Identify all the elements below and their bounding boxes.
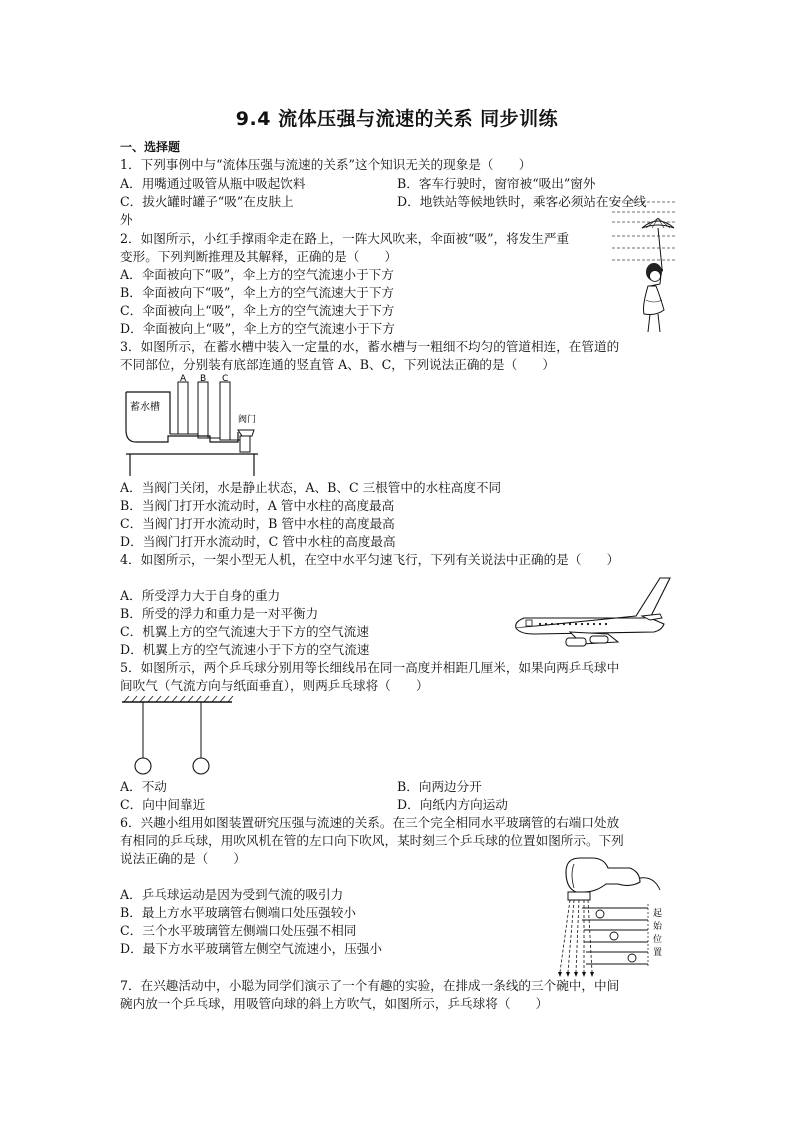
q7-stem-line1: 7．在兴趣活动中，小聪为同学们演示了一个有趣的实验，在排成一条线的三个碗中，中间	[120, 978, 620, 993]
q6-option-c: C．三个水平玻璃管左侧端口处压强不相同	[120, 923, 357, 938]
q5-stem-line1: 5．如图所示，两个乒乓球分别用等长细线吊在同一高度并相距几厘米，如果向两乒乓球中	[120, 660, 620, 675]
q6-stem-line1: 6．兴趣小组用如图装置研究压强与流速的关系。在三个完全相同水平玻璃管的右端口处放	[120, 815, 620, 830]
q6-stem-line2: 有相同的乒乓球，用吹风机在管的左口向下吹风，某时刻三个乒乓球的位置如图所示。下列	[120, 833, 624, 848]
q5-option-d: D．向纸内方向运动	[397, 797, 508, 812]
q3-stem-line2: 不同部位，分别装有底部连通的竖直管 A、B、C，下列说法正确的是（ ）	[120, 357, 555, 372]
start-label-3: 位	[653, 935, 663, 945]
umbrella-girl-figure	[612, 188, 678, 336]
q5-stem-line2: 间吹气（气流方向与纸面垂直），则两乒乓球将（ ）	[120, 678, 429, 693]
q1-stem: 1．下列事例中与“流体压强与流速的关系”这个知识无关的现象是（ ）	[120, 157, 532, 172]
tank-label: 蓄水槽	[130, 402, 160, 413]
start-label-2: 始	[653, 922, 663, 932]
tube-a-label: A	[180, 374, 187, 384]
q4-option-c: C．机翼上方的空气流速大于下方的空气流速	[120, 624, 369, 639]
q7-stem-line2: 碗内放一个乒乓球，用吸管向球的斜上方吹气，如图所示，乒乓球将（ ）	[120, 996, 549, 1011]
q3-option-a: A．当阀门关闭，水是静止状态，A、B、C 三根管中的水柱高度不同	[120, 480, 502, 495]
q5-option-b: B．向两边分开	[397, 779, 482, 794]
airplane-figure	[510, 574, 672, 650]
q4-option-b: B．所受的浮力和重力是一对平衡力	[120, 606, 319, 621]
start-label-1: 起	[653, 909, 663, 919]
q6-option-d: D．最下方水平玻璃管左侧空气流速小，压强小	[120, 941, 382, 956]
page-title: 9.4 流体压强与流速的关系 同步训练	[235, 108, 559, 130]
ping-pong-balls-figure	[120, 694, 236, 778]
q3-option-c: C．当阀门打开水流动时，B 管中水柱的高度最高	[120, 516, 395, 531]
q3-option-d: D．当阀门打开水流动时，C 管中水柱的高度最高	[120, 534, 396, 549]
q6-option-b: B．最上方水平玻璃管右侧端口处压强较小	[120, 905, 356, 920]
q1-option-d-cont: 外	[120, 212, 133, 227]
q2-stem-line1: 2．如图所示，小红手撑雨伞走在路上，一阵大风吹来，伞面被“吸”，将发生严重	[120, 231, 570, 246]
q2-option-a: A．伞面被向下“吸”，伞上方的空气流速小于下方	[120, 267, 394, 282]
q2-option-c: C．伞面被向上“吸”，伞上方的空气流速大于下方	[120, 303, 395, 318]
q6-stem-line3: 说法正确的是（ ）	[120, 851, 246, 866]
q4-option-d: D．机翼上方的空气流速小于下方的空气流速	[120, 642, 370, 657]
q1-option-a: A．用嘴通过吸管从瓶中吸起饮料	[120, 176, 306, 191]
q4-option-a: A．所受浮力大于自身的重力	[120, 588, 281, 603]
q3-option-b: B．当阀门打开水流动时，A 管中水柱的高度最高	[120, 498, 395, 513]
q1-option-b: B．客车行驶时，窗帘被“吸出”窗外	[397, 176, 596, 191]
hair-dryer-figure	[544, 854, 670, 978]
tube-c-label: C	[222, 374, 229, 384]
valve-label: 阀门	[238, 415, 257, 425]
q2-option-d: D．伞面被向上“吸”，伞上方的空气流速小于下方	[120, 321, 395, 336]
q6-option-a: A．乒乓球运动是因为受到气流的吸引力	[120, 887, 344, 902]
q4-stem: 4．如图所示，一架小型无人机，在空中水平匀速飞行，下列有关说法中正确的是（ ）	[120, 552, 620, 567]
q1-option-d: D．地铁站等候地铁时，乘客必须站在安全线	[397, 194, 647, 209]
water-tank-figure	[122, 372, 272, 478]
q3-stem-line1: 3．如图所示，在蓄水槽中装入一定量的水，蓄水槽与一粗细不均匀的管道相连，在管道的	[120, 339, 620, 354]
q2-option-b: B．伞面被向下“吸”，伞上方的空气流速大于下方	[120, 285, 395, 300]
q1-option-c: C．拔火罐时罐子“吸”在皮肤上	[120, 194, 294, 209]
start-label-4: 置	[653, 948, 663, 958]
q2-stem-line2: 变形。下列判断推理及其解释，正确的是（ ）	[120, 249, 398, 264]
q5-option-a: A．不动	[120, 779, 167, 794]
tube-b-label: B	[200, 374, 207, 384]
section-heading: 一、选择题	[120, 140, 181, 154]
q5-option-c: C．向中间靠近	[120, 797, 206, 812]
